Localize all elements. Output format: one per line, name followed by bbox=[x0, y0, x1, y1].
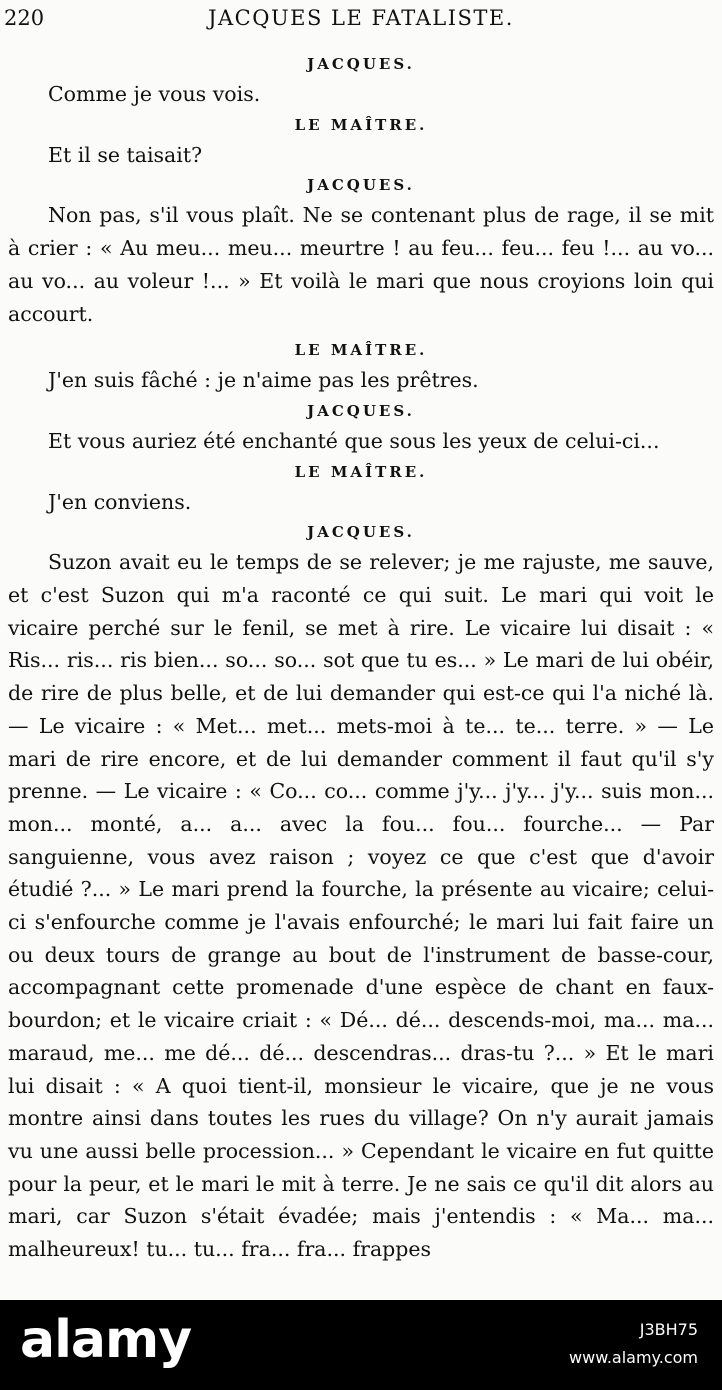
speaker-label: JACQUES. bbox=[307, 401, 415, 420]
page-number: 220 bbox=[4, 6, 45, 30]
speaker-label: JACQUES. bbox=[307, 55, 415, 73]
speaker-label: LE MAÎTRE. bbox=[294, 115, 428, 134]
paragraph: Et il se taisait? bbox=[48, 142, 203, 167]
paragraph: J'en suis fâché : je n'aime pas les prêtres. bbox=[48, 368, 479, 393]
paragraph: Suzon avait eu le temps de se relever; je me rajuste, me sauve, et c'est Suzon qui m'a raconté ce qui suit. Le mari qui voit le vicaire perché sur le fenil, se met à rire. Le vicaire lui disait : « Ris... ris... ris bien... so... so... sot que tu es... » Le mari de lui obéir, de rire de plus belle, et de lui demander qui est-ce qui l'a niché là. — Le vicaire : « Met... met... mets-moi à te... te... terre. » — Le mari de rire encore, et de lui demander comment il faut qu'il s'y prenne. — Le vicaire : « Co... co... comme j'y... j'y... j'y... suis mon... mon... monté, a... a... avec la fou... fou... fourche... — Par sanguienne, vous avez raison ; voyez ce que c'est que d'avoir étudié ?... » Le mari prend la fourche, la présente au vicaire; celui-ci s'enfourche comme je l'avais enfourché; le mari lui fait faire un ou deux tours de grange au bout de l'instrument de basse-cour, accompagnant cette promenade d'une espèce de chant en faux-bourdon; et le vicaire criait : « Dé... dé... descends-moi, ma... ma... maraud, me... me dé... dé... descendras... dras-tu ?... » Et le mari lui disait : « A quoi tient-il, monsieur le vicaire, que je ne vous montre ainsi dans toutes les rues du village? On n'y aurait jamais vu une aussi belle procession... » Cependant le vicaire en fut quitte pour la peur, et le mari le mit à terre. Je ne sais ce qu'il dit alors au mari, car Suzon s'était évadée; mais j'entendis : « Ma... ma... malheureux! tu... tu... fra... fra... frappes bbox=[8, 550, 714, 1262]
image-id: J3BH75 bbox=[639, 1320, 698, 1339]
speaker-label: JACQUES. bbox=[307, 176, 415, 195]
page-body bbox=[8, 50, 714, 1266]
watermark-banner bbox=[0, 1300, 722, 1390]
speaker-label: JACQUES. bbox=[307, 523, 415, 542]
paragraph: Et vous auriez été enchanté que sous les yeux de celui-ci... bbox=[48, 428, 660, 453]
paragraph: Non pas, s'il vous plaît. Ne se contenant plus de rage, il se mit à crier : « Au meu... meu... meurtre ! au feu... feu... feu !... au vo... au vo... au voleur !... » Et voilà le mari que nous croyions loin qui accourt. bbox=[8, 203, 714, 326]
page-header bbox=[0, 6, 722, 40]
speaker-label: LE MAÎTRE. bbox=[294, 462, 428, 481]
brand-logo: alamy bbox=[20, 1310, 192, 1370]
paragraph: Comme je vous vois. bbox=[48, 82, 261, 106]
speaker-label: LE MAÎTRE. bbox=[294, 341, 428, 360]
site-url: www.alamy.com bbox=[569, 1348, 698, 1367]
running-head: JACQUES LE FATALISTE. bbox=[208, 6, 514, 30]
paragraph: J'en conviens. bbox=[48, 489, 192, 514]
